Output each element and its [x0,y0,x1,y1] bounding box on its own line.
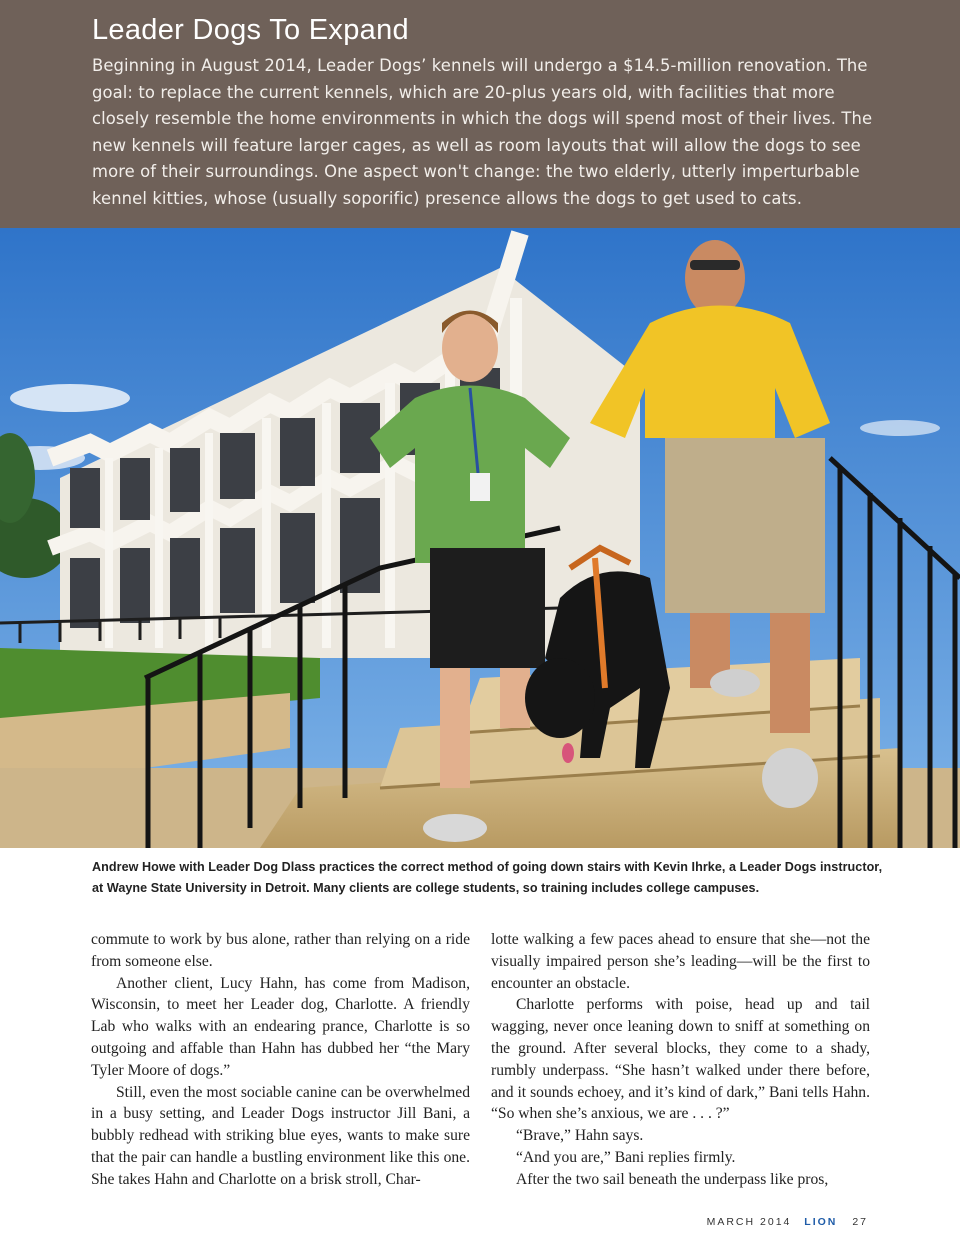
paragraph: commute to work by bus alone, rather than relying on a ride from someone else. [91,931,470,970]
photo-illustration [0,228,960,848]
magazine-name: LION [804,1216,838,1228]
paragraph: Another client, Lucy Hahn, has come from Madison, Wisconsin, to meet her Leader dog, Charlotte. A friendly Lab who walks with an endearing prance, Charlotte is so outgoing and affable than Hahn has dubbed her “the Mary Tyler Moore of dogs.” [91,974,470,1079]
article-column-right [491,929,870,1191]
article-column-left [91,929,470,1191]
sidebar-box [0,0,960,228]
photo-caption: Andrew Howe with Leader Dog Dlass practices the correct method of going down stairs with Kevin Ihrke, a Leader Dogs instructor, at Wayne State University in Detroit. Many clients are college students, so training includes college campuses. [92,860,883,895]
page-footer [707,1216,868,1228]
paragraph: “And you are,” Bani replies firmly. [516,1148,736,1166]
paragraph: “Brave,” Hahn says. [516,1127,644,1145]
paragraph: Still, even the most sociable canine can be overwhelmed in a busy setting, and Leader Dogs instructor Jill Bani, a bubbly redhead with striking blue eyes, wants to make sure that the pair can handle a bustling environment like this one. She takes Hahn and Charlotte on a brisk stroll, Char- [91,1083,470,1188]
paragraph: Charlotte performs with poise, head up and tail wagging, never once leaning down to sniff at something on the ground. After several blocks, they come to a shady, rumbly underpass. “She hasn’t walked under there before, and it sounds echoey, and it’s kind of dark,” Bani tells Hahn. “So when she’s anxious, we are . . . ?” [491,996,870,1123]
sidebar-title: Leader Dogs To Expand [92,14,409,46]
article-photo [0,228,960,848]
issue-date: MARCH 2014 [706,1216,792,1228]
sidebar-body: Beginning in August 2014, Leader Dogs’ kennels will undergo a $14.5-million renovation. The goal: to replace the current kennels, which are 20-plus years old, with facilities that more closely resemble the home environments in which the dogs will spend most of their lives. The new kennels will feature larger cages, as well as room layouts that will allow the dogs to see more of their surroundings. One aspect won't change: the two elderly, utterly imperturbable kennel kitties, whose (usually soporific) presence allows the dogs to get used to cats. [92,56,873,208]
page-number: 27 [852,1216,868,1228]
paragraph: After the two sail beneath the underpass like pros, [516,1170,829,1188]
paragraph: lotte walking a few paces ahead to ensure that she—not the visually impaired person she’s leading—will be the first to encounter an obstacle. [491,931,870,992]
